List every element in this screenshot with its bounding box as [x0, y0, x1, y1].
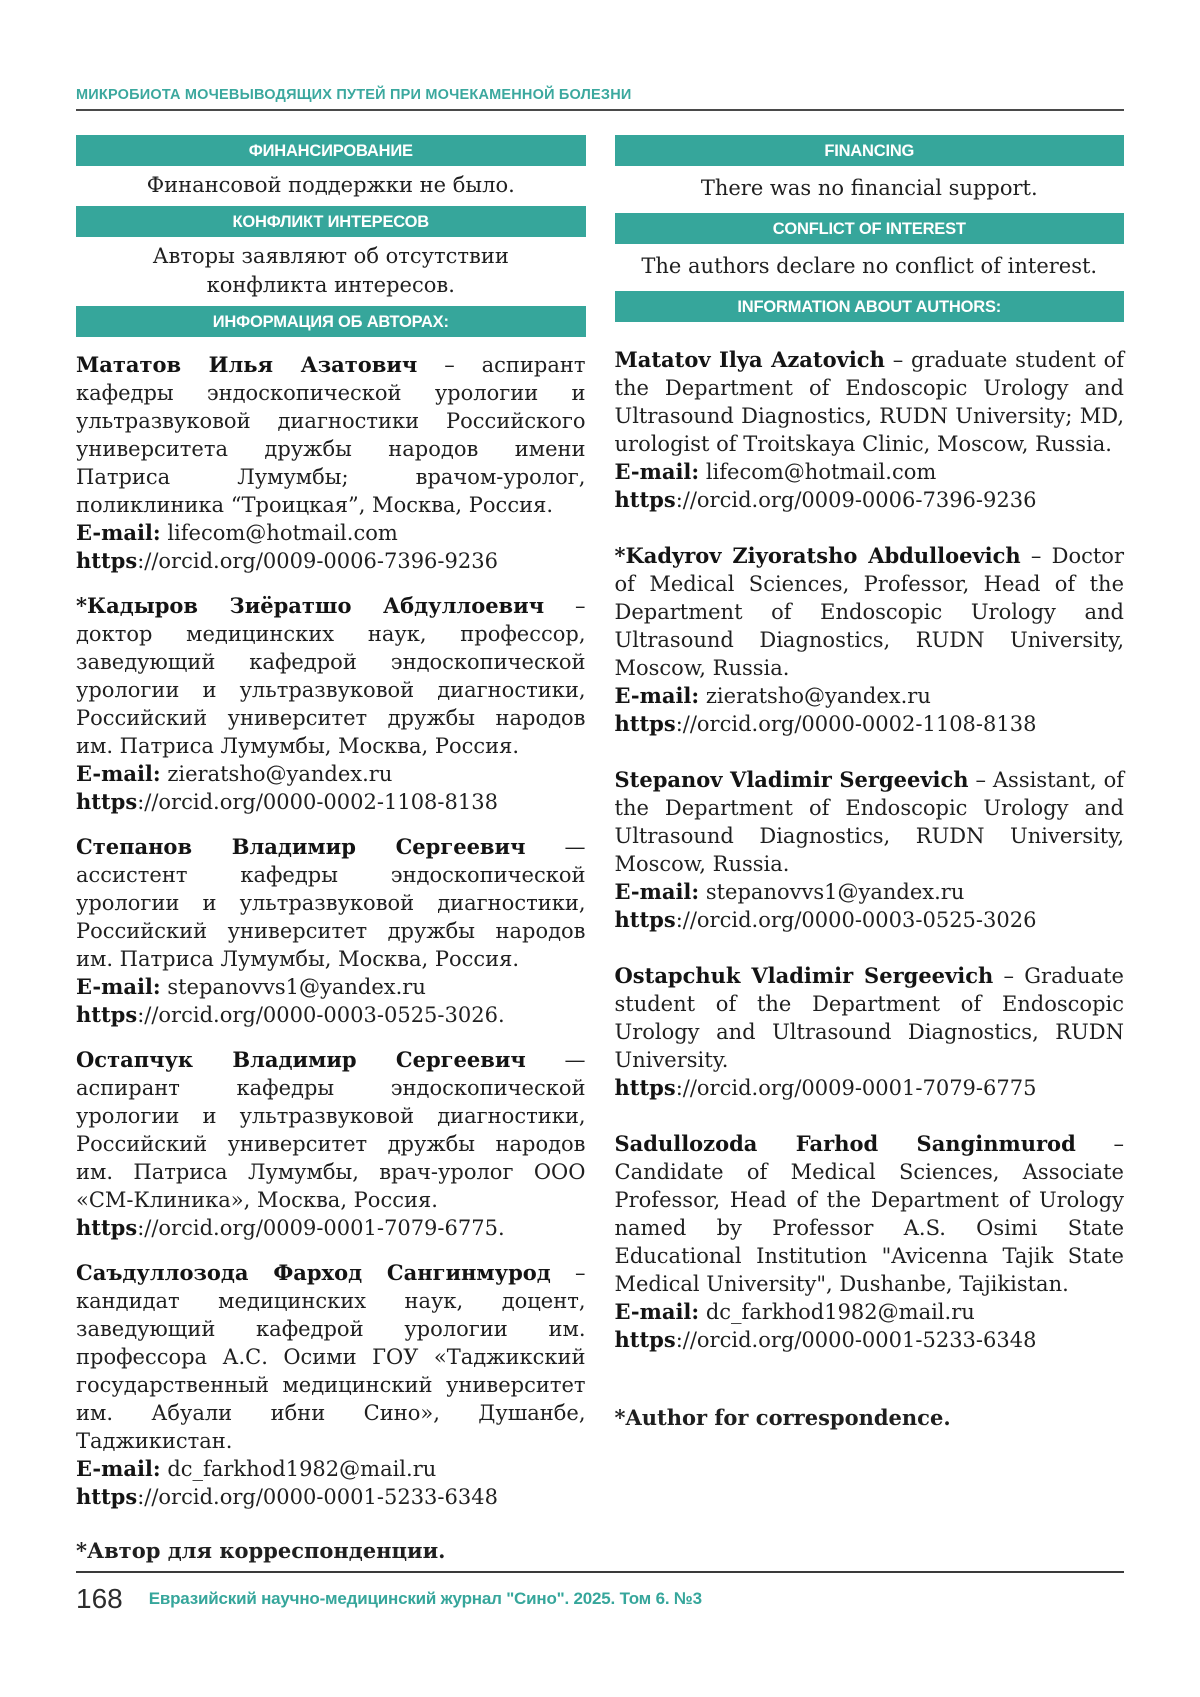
orcid-line [615, 710, 1125, 738]
author-list-ru [76, 351, 586, 1511]
email-label: E-mail: [614, 1299, 700, 1324]
author-entry [76, 592, 586, 816]
email-label: E-mail: [614, 459, 700, 484]
email-line [615, 458, 1125, 486]
email-value: stepanovvs1@yandex.ru [705, 880, 965, 904]
author-bio [76, 1259, 586, 1455]
orcid-label: https [614, 1327, 676, 1352]
author-entry [76, 351, 586, 575]
email-line [615, 1298, 1125, 1326]
section-header-label: КОНФЛИКТ ИНТЕРЕСОВ [232, 212, 429, 231]
author-name: *Кадыров Зиёратшо Абдуллоевич [76, 593, 545, 618]
orcid-value: ://orcid.org/0009-0006-7396-9236 [675, 488, 1037, 512]
orcid-value: ://orcid.org/0000-0002-1108-8138 [137, 790, 498, 814]
page-footer [76, 1583, 702, 1615]
financing-note-en: There was no financial support. [700, 176, 1038, 200]
email-value: dc_farkhod1982@mail.ru [705, 1300, 975, 1324]
orcid-value: ://orcid.org/0000-0003-0525-3026. [137, 1003, 505, 1027]
conflict-note-line1: Авторы заявляют об отсутствии [152, 244, 509, 268]
header-rule [76, 109, 1124, 111]
email-value: lifecom@hotmail.com [167, 521, 398, 545]
email-value: zieratsho@yandex.ru [705, 684, 931, 708]
author-description: – Assistant, of the Department of Endoscopic Urology and Ultrasound Diagnostics, RUDN University, Moscow, Russia. [614, 768, 1125, 876]
author-bio [76, 592, 586, 760]
orcid-line [76, 1214, 586, 1242]
author-entry [76, 833, 586, 1029]
orcid-value: ://orcid.org/0009-0006-7396-9236 [137, 549, 498, 573]
author-bio [615, 542, 1125, 682]
orcid-value: ://orcid.org/0000-0003-0525-3026 [675, 908, 1037, 932]
author-name: Matatov Ilya Azatovich [614, 347, 885, 372]
author-description: – Graduate student of the Department of Endoscopic Urology and Ultrasound Diagnostics, RUDN University. [614, 964, 1124, 1072]
author-description: – Doctor of Medical Sciences, Professor, Head of the Department of Endoscopic Urology and Ultrasound Diagnostics, RUDN University, Moscow, Russia. [614, 544, 1124, 680]
author-entry [615, 1130, 1125, 1354]
email-label: E-mail: [614, 879, 700, 904]
author-bio [76, 1046, 586, 1214]
orcid-label: https [614, 907, 676, 932]
orcid-value: ://orcid.org/0000-0001-5233-6348 [137, 1485, 498, 1509]
author-description: — ассистент кафедры эндоскопической урологии и ультразвуковой диагностики, Российский университет дружбы народов им. Патриса Лумумбы, Москва, Россия. [76, 835, 586, 971]
email-label: E-mail: [76, 520, 161, 545]
author-description: – доктор медицинских наук, профессор, заведующий кафедрой эндоскопической урологии и ультразвуковой диагностики, Российский университет дружбы народов им. Патриса Лумумбы, Москва, Россия. [76, 594, 586, 758]
email-value: zieratsho@yandex.ru [167, 762, 393, 786]
section-header-financing-ru [76, 135, 586, 166]
column-english [615, 135, 1125, 1565]
section-header-label: ФИНАНСИРОВАНИЕ [248, 141, 413, 160]
orcid-label: https [614, 711, 676, 736]
section-header-conflict-en [615, 213, 1125, 244]
section-header-label: FINANCING [824, 141, 915, 160]
author-name: Sadullozoda Farhod Sanginmurod [614, 1131, 1076, 1156]
author-name: Саъдуллозода Фарход Сангинмурод [76, 1260, 551, 1285]
email-label: E-mail: [76, 761, 161, 786]
email-value: stepanovvs1@yandex.ru [167, 975, 426, 999]
email-label: E-mail: [76, 974, 161, 999]
orcid-label: https [76, 789, 138, 814]
author-entry [615, 346, 1125, 514]
email-value: dc_farkhod1982@mail.ru [167, 1457, 437, 1481]
section-header-financing-en [615, 135, 1125, 166]
author-name: Степанов Владимир Сергеевич [76, 834, 526, 859]
orcid-line [615, 1326, 1125, 1354]
section-header-authors-ru [76, 306, 586, 337]
author-bio [615, 346, 1125, 458]
author-bio [615, 962, 1125, 1074]
orcid-value: ://orcid.org/0009-0001-7079-6775. [137, 1216, 505, 1240]
journal-title-line: Евразийский научно-медицинский журнал "Сино". 2025. Том 6. №3 [148, 1589, 702, 1608]
author-description: – кандидат медицинских наук, доцент, заведующий кафедрой урологии им. профессора А.С. Осими ГОУ «Таджикский государственный медицинский университет им. Абуали ибни Сино», Душанбе, Таджикистан. [76, 1261, 586, 1453]
author-description: — аспирант кафедры эндоскопической урологии и ультразвуковой диагностики, Российский университет дружбы народов им. Патриса Лумумбы, врач-уролог ООО «СМ-Клиника», Москва, Россия. [76, 1048, 586, 1212]
email-label: E-mail: [614, 683, 700, 708]
financing-note-ru: Финансовой поддержки не было. [146, 173, 515, 197]
section-header-label: CONFLICT OF INTEREST [772, 219, 966, 238]
author-description: – Candidate of Medical Sciences, Associate Professor, Head of the Department of Urology named by Professor A.S. Osimi State Educational Institution "Avicenna Tajik State Medical University", Dushanbe, Tajikistan. [614, 1132, 1124, 1296]
two-column-layout [76, 135, 1124, 1565]
author-bio [615, 766, 1125, 878]
conflict-note-en: The authors declare no conflict of interest. [641, 254, 1098, 278]
section-header-conflict-ru [76, 206, 586, 237]
running-head: МИКРОБИОТА МОЧЕВЫВОДЯЩИХ ПУТЕЙ ПРИ МОЧЕКАМЕННОЙ БОЛЕЗНИ [76, 87, 632, 103]
author-name: Мататов Илья Азатович [76, 352, 418, 377]
orcid-value: ://orcid.org/0000-0002-1108-8138 [675, 712, 1037, 736]
correspondence-note-en: *Author for correspondence. [614, 1405, 951, 1430]
author-bio [76, 351, 586, 519]
orcid-line [615, 906, 1125, 934]
orcid-label: https [76, 1484, 138, 1509]
email-line [76, 519, 586, 547]
orcid-line [76, 547, 586, 575]
author-name: Остапчук Владимир Сергеевич [76, 1047, 526, 1072]
orcid-label: https [614, 1075, 676, 1100]
orcid-line [76, 1483, 586, 1511]
author-description: – аспирант кафедры эндоскопической урологии и ультразвуковой диагностики Российского университета дружбы народов имени Патриса Лумумбы; врачом-уролог, поликлиника “Троицкая”, Москва, Россия. [76, 353, 586, 517]
author-entry [615, 766, 1125, 934]
orcid-line [615, 1074, 1125, 1102]
orcid-value: ://orcid.org/0009-0001-7079-6775 [675, 1076, 1037, 1100]
orcid-label: https [614, 487, 676, 512]
orcid-value: ://orcid.org/0000-0001-5233-6348 [675, 1328, 1037, 1352]
page-number: 168 [76, 1583, 123, 1614]
conflict-note-line2: конфликта интересов. [206, 273, 455, 297]
email-line [76, 973, 586, 1001]
conflict-note-ru [76, 242, 586, 300]
author-bio [615, 1130, 1125, 1298]
orcid-line [76, 788, 586, 816]
author-name: *Kadyrov Ziyoratsho Abdulloevich [614, 543, 1021, 568]
footer-rule [76, 1571, 1124, 1573]
author-bio [76, 833, 586, 973]
email-line [615, 682, 1125, 710]
author-name: Ostapchuk Vladimir Sergeevich [614, 963, 994, 988]
author-list-en [615, 346, 1125, 1354]
correspondence-note-ru: *Автор для корреспонденции. [76, 1538, 446, 1563]
author-entry [615, 542, 1125, 738]
orcid-label: https [76, 1215, 138, 1240]
author-entry [76, 1259, 586, 1511]
author-entry [76, 1046, 586, 1242]
email-line [76, 1455, 586, 1483]
email-line [76, 760, 586, 788]
author-description: – graduate student of the Department of Endoscopic Urology and Ultrasound Diagnostics, RUDN University; MD, urologist of Troitskaya Clinic, Moscow, Russia. [614, 348, 1124, 456]
email-line [615, 878, 1125, 906]
orcid-label: https [76, 548, 138, 573]
orcid-line [76, 1001, 586, 1029]
orcid-line [615, 486, 1125, 514]
section-header-label: INFORMATION ABOUT AUTHORS: [737, 297, 1002, 316]
orcid-label: https [76, 1002, 138, 1027]
email-label: E-mail: [76, 1456, 161, 1481]
column-russian [76, 135, 586, 1565]
author-entry [615, 962, 1125, 1102]
section-header-label: ИНФОРМАЦИЯ ОБ АВТОРАХ: [212, 312, 449, 331]
email-value: lifecom@hotmail.com [705, 460, 937, 484]
author-name: Stepanov Vladimir Sergeevich [614, 767, 969, 792]
section-header-authors-en [615, 291, 1125, 322]
